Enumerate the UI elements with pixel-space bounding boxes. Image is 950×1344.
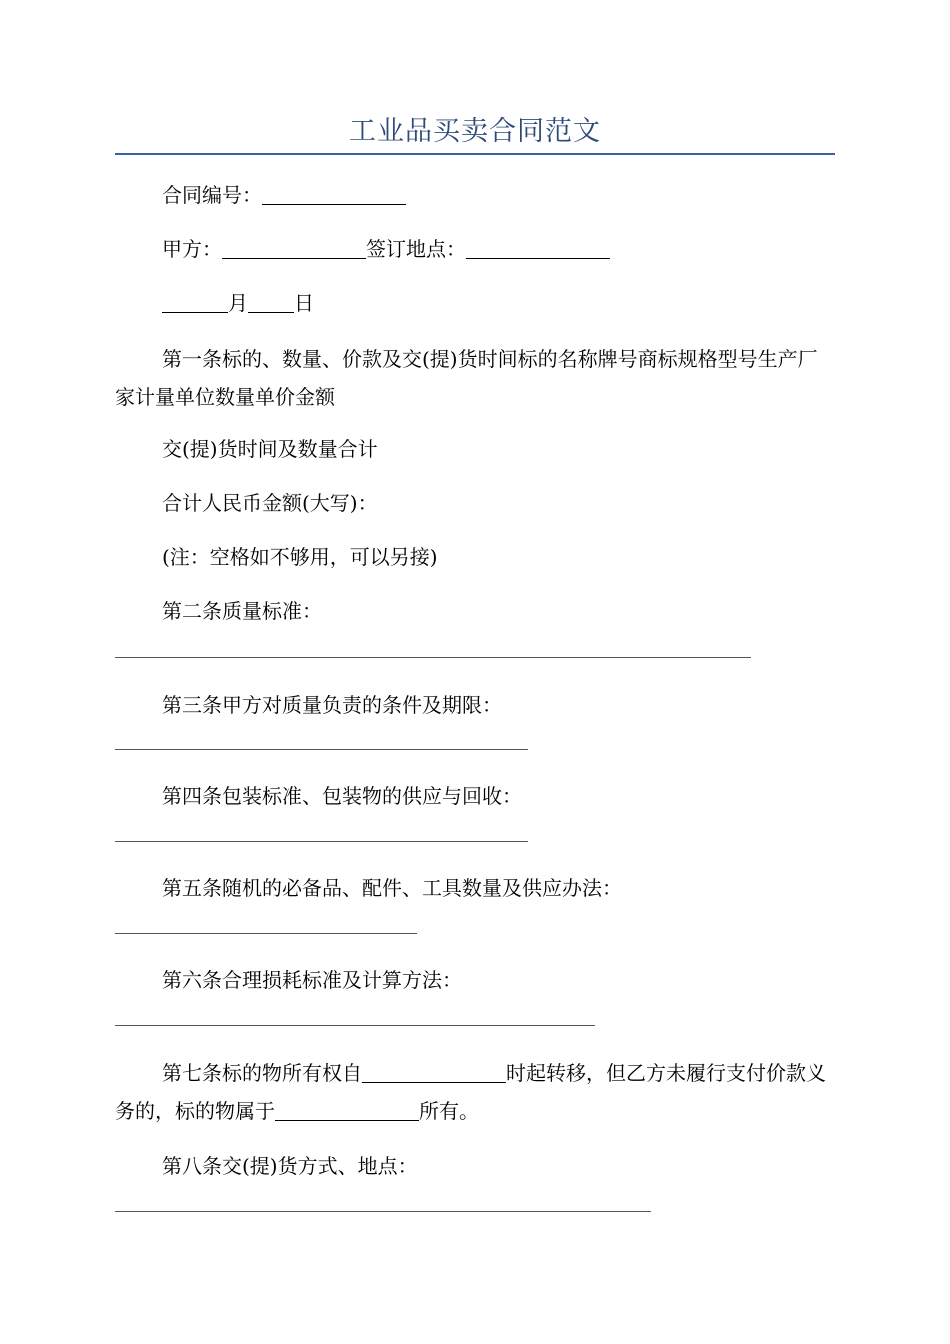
clause-6-fill-line [115,1025,595,1026]
clause-2-fill-line [115,657,751,658]
clause-3: 第三条甲方对质量负责的条件及期限： [162,693,502,717]
clause-7-part-3: 所有。 [419,1099,479,1123]
clause-7-blank-2 [275,1098,419,1121]
party-a-line [115,231,882,267]
document-title: 工业品买卖合同范文 [349,116,601,147]
clause-8: 第八条交(提)货方式、地点： [162,1154,418,1178]
clause-3-fill-line [115,749,528,750]
clause-7-part-2: 时起转移，但乙方未履行支付价款义务的，标的物属于 [115,1061,826,1123]
month-blank [248,290,294,313]
clause-2: 第二条质量标准： [162,599,322,623]
clause-7-part-1: 第七条标的物所有权自 [162,1061,362,1085]
month-label: 月 [228,291,248,315]
clause-1-total: 合计人民币金额(大写)： [162,491,378,515]
clause-7-blank-1 [362,1060,506,1083]
clause-1-note: (注：空格如不够用，可以另接) [162,545,438,569]
clause-1-delivery: 交(提)货时间及数量合计 [162,437,378,461]
year-blank [162,290,228,313]
contract-number-line [115,177,882,213]
title-underline [115,153,835,155]
day-label: 日 [294,291,314,315]
contract-number-blank [262,182,406,205]
sign-place-label: 签订地点： [366,237,466,261]
clause-4: 第四条包装标准、包装物的供应与回收： [162,784,522,808]
clause-1: 第一条标的、数量、价款及交(提)货时间标的名称牌号商标规格型号生产厂家计量单位数量单价金额 [115,347,818,409]
clause-6: 第六条合理损耗标准及计算方法： [162,968,462,992]
party-a-label: 甲方： [162,237,222,261]
clause-8-fill-line [115,1211,651,1212]
clause-4-fill-line [115,841,528,842]
party-a-blank [222,236,366,259]
clause-5: 第五条随机的必备品、配件、工具数量及供应办法： [162,876,622,900]
sign-place-blank [466,236,610,259]
clause-7 [115,1054,835,1130]
clause-5-fill-line [115,933,417,934]
contract-number-label: 合同编号： [162,183,262,207]
date-line [115,285,882,321]
